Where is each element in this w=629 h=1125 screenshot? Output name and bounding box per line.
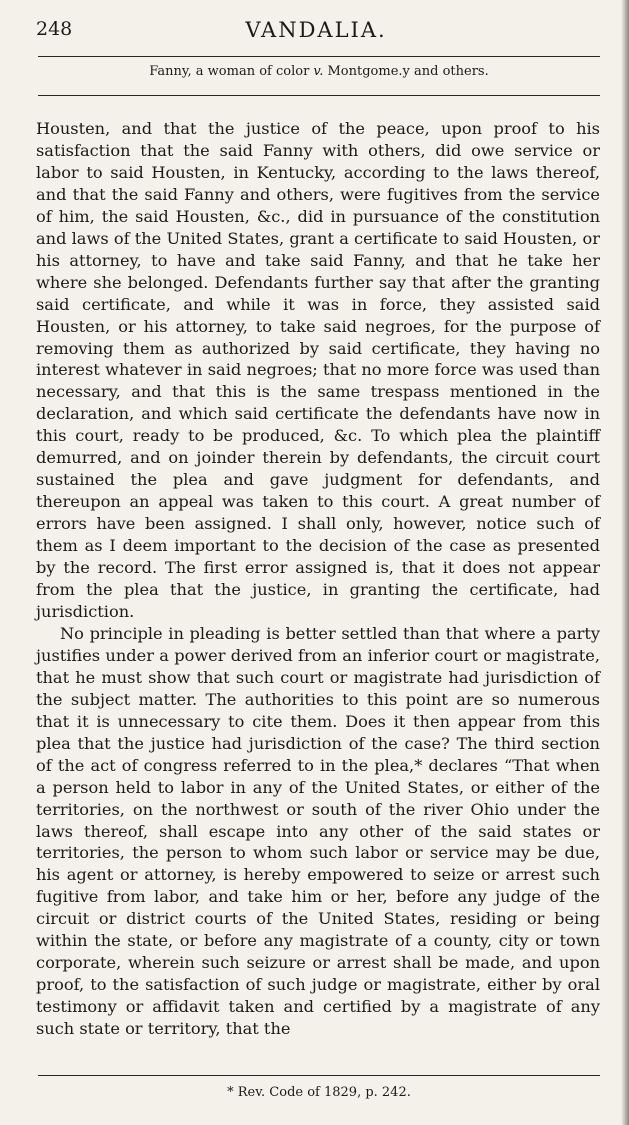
paragraph: No principle in pleading is better settled than that where a party justifies under a power derived from an inferior court or magistrate, that he must show that such court or magistrate had jurisdiction of the subject matter. The authorities to this point are so numerous that it is unnecessary to cite them. Does it then appear from this plea that the justice had jurisdiction of the case? The third section of the act of congress referred to in the plea,* declares “That when a person held to labor in any of the United States, or either of the territories, on the northwest or south of the river Ohio under the laws thereof, shall escape into any other of the said states or territories, the person to whom such labor or service may be due, his agent or attorney, is hereby empowered to seize or arrest such fugitive from labor, and take him or her, before any judge of the circuit or district courts of the United States, residing or being within the state, or before any magistrate of a county, city or town corporate, wherein such seizure or arrest shall be made, and upon proof, to the satisfaction of such judge or magistrate, either by oral testimony or affidavit taken and certified by a magistrate of any such state or territory, that the [36,623,600,1039]
running-head [36,18,596,44]
body-text [36,118,600,1040]
paragraph: Housten, and that the justice of the peace, upon proof to his satisfaction that the said Fanny with others, did owe service or labor to said Housten, in Kentucky, according to the laws thereof, and that the said Fanny and others, were fugitives from the service of him, the said Housten, &c., did in pursuance of the constitution and laws of the United States, grant a certificate to said Housten, or his attorney, to have and take said Fanny, and that he take her where she belonged. Defendants further say that after the granting said certificate, and while it was in force, they assisted said Housten, or his attorney, to take said negroes, for the purpose of removing them as authorized by said certificate, they having no interest whatever in said negroes; that no more force was used than necessary, and that this is the same trespass mentioned in the declaration, and which said certificate the defendants have now in this court, ready to be produced, &c. To which plea the plaintiff demurred, and on joinder therein by defendants, the circuit court sustained the plea and gave judgment for defendants, and thereupon an appeal was taken to this court. A great number of errors have been assigned. I shall only, however, notice such of them as I deem important to the decision of the case as presented by the record. The first error assigned is, that it does not appear from the plea that the justice, in granting the certificate, had jurisdiction. [36,119,600,621]
header-rule-top [38,56,600,57]
running-title: VANDALIA. [245,18,387,42]
page-edge-shadow [621,0,629,1125]
case-title: Fanny, a woman of color v. Montgome.y and others. [149,64,489,79]
footnote-rule [38,1075,600,1076]
page-number: 248 [36,18,73,40]
footnote: * Rev. Code of 1829, p. 242. [227,1085,411,1100]
header-rule-bottom [38,95,600,96]
